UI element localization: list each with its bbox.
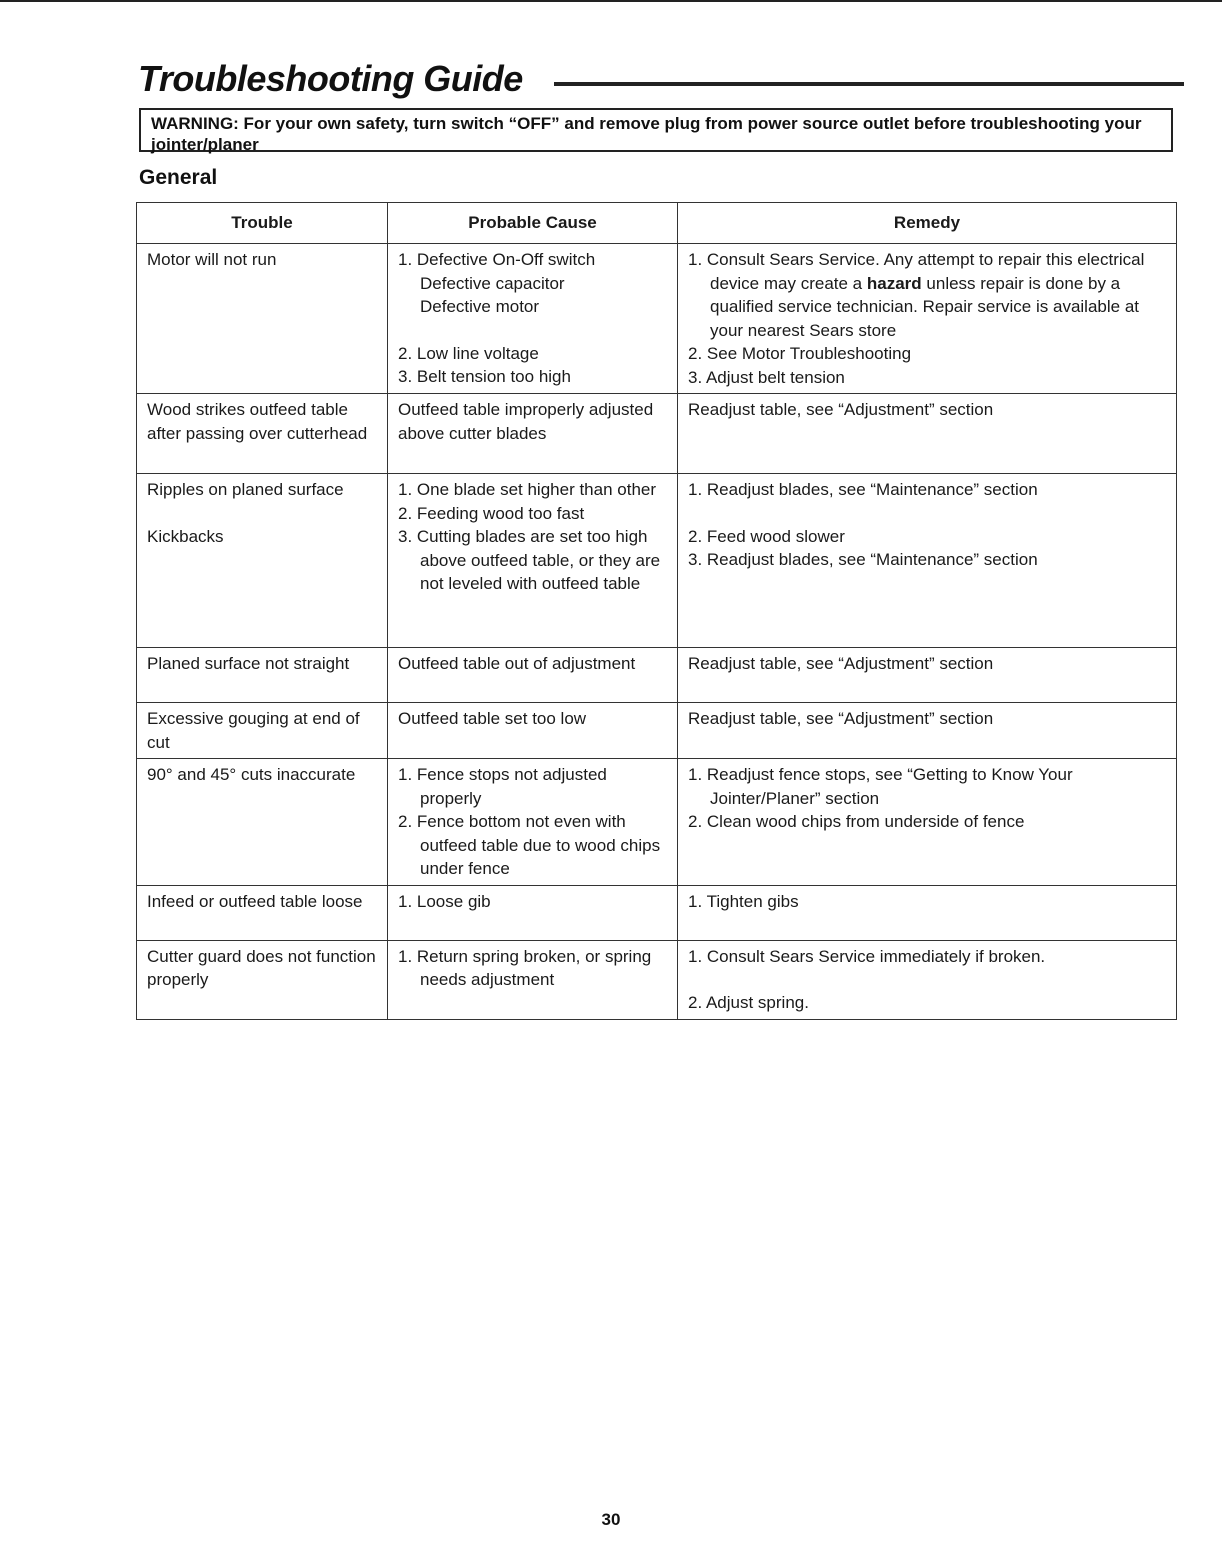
column-header-trouble: Trouble: [137, 203, 388, 244]
cause-item: 1. Defective On-Off switch: [398, 250, 596, 269]
cause-cell: [388, 759, 678, 886]
cause-item: Defective motor: [420, 297, 540, 316]
remedy-cell: [678, 474, 1177, 648]
trouble-cell: Excessive gouging at end of cut: [137, 703, 388, 759]
spacer: [147, 502, 377, 525]
table-row: [137, 940, 1177, 1019]
table-row: [137, 474, 1177, 648]
trouble-text: Kickbacks: [147, 526, 224, 546]
remedy-item: 2. Feed wood slower: [688, 526, 845, 546]
trouble-text: Ripples on planed surface: [147, 480, 344, 499]
table-row: [137, 394, 1177, 474]
trouble-text: Motor will not run: [147, 250, 277, 269]
top-rule: [0, 0, 1222, 2]
trouble-cell: [137, 474, 388, 648]
hazard-emphasis: hazard: [866, 273, 922, 293]
remedy-item: 2. See Motor Troubleshooting: [688, 344, 912, 363]
remedy-cell: Readjust table, see “Adjustment” section: [678, 703, 1177, 759]
table-header-row: [137, 203, 1177, 244]
trouble-cell: 90° and 45° cuts inaccurate: [137, 759, 388, 886]
cause-cell: Outfeed table out of adjustment: [388, 648, 678, 703]
remedy-cell: [678, 759, 1177, 886]
cause-item: 2. Fence bottom not even with outfeed table due to wood chips under fence: [398, 812, 661, 878]
remedy-item: 3. Readjust blades, see “Maintenance” section: [688, 550, 1038, 569]
remedy-cell: 1. Tighten gibs: [678, 885, 1177, 940]
cause-item: 1. Return spring broken, or spring needs adjustment: [398, 946, 652, 989]
cause-cell: [388, 474, 678, 648]
trouble-cell: Infeed or outfeed table loose: [137, 885, 388, 940]
trouble-cell: [137, 244, 388, 394]
cause-cell: Outfeed table set too low: [388, 703, 678, 759]
remedy-item: 1. Consult Sears Service immediately if broken.: [688, 946, 1046, 966]
trouble-cell: Cutter guard does not function properly: [137, 940, 388, 1019]
cause-cell: [388, 244, 678, 394]
remedy-item: [688, 248, 1166, 342]
cause-cell: [388, 940, 678, 1019]
remedy-item: 2. Adjust spring.: [688, 993, 809, 1012]
remedy-item: 1. Readjust fence stops, see “Getting to Know Your Jointer/Planer” section: [688, 765, 1073, 808]
trouble-cell: Planed surface not straight: [137, 648, 388, 703]
cause-item: 3. Belt tension too high: [398, 367, 571, 386]
cause-cell: Outfeed table improperly adjusted above cutter blades: [388, 394, 678, 474]
cause-cell: 1. Loose gib: [388, 885, 678, 940]
title-rule: [554, 82, 1184, 86]
title-row: [138, 58, 1184, 104]
trouble-cell: Wood strikes outfeed table after passing over cutterhead: [137, 394, 388, 474]
table-row: [137, 703, 1177, 759]
cause-item: 1. One blade set higher than other: [398, 480, 657, 499]
remedy-text: 1. Consult Sears Service. Any attempt to repair this electrical device may create a: [688, 250, 1145, 293]
remedy-cell: [678, 940, 1177, 1019]
page-number: 30: [601, 1510, 621, 1529]
cause-item: 2. Low line voltage: [398, 343, 539, 363]
remedy-item: 1. Readjust blades, see “Maintenance” section: [688, 480, 1038, 499]
table-row: [137, 759, 1177, 886]
remedy-cell: Readjust table, see “Adjustment” section: [678, 394, 1177, 474]
spacer: [398, 319, 667, 342]
remedy-cell: [678, 244, 1177, 394]
column-header-cause: Probable Cause: [388, 203, 678, 244]
troubleshooting-table: [136, 202, 1177, 1020]
cause-item: 1. Fence stops not adjusted properly: [398, 765, 607, 808]
section-title: General: [139, 166, 218, 189]
table-row: [137, 244, 1177, 394]
remedy-item: 2. Clean wood chips from underside of fence: [688, 812, 1025, 831]
cause-item: 3. Cutting blades are set too high above outfeed table, or they are not leveled with outfeed table: [398, 527, 661, 593]
warning-box: WARNING: For your own safety, turn switch “OFF” and remove plug from power source outlet before troubleshooting your jointer/planer: [139, 108, 1173, 152]
remedy-item: 3. Adjust belt tension: [688, 367, 845, 387]
spacer: [688, 502, 1166, 525]
remedy-text: unless repair is done by a qualified service technician. Repair service is available at your nearest Sears store: [710, 273, 1139, 340]
table-row: [137, 648, 1177, 703]
column-header-remedy: Remedy: [678, 203, 1177, 244]
table-row: [137, 885, 1177, 940]
cause-item: Defective capacitor: [420, 273, 565, 293]
page-title: Troubleshooting Guide: [138, 58, 523, 99]
remedy-cell: Readjust table, see “Adjustment” section: [678, 648, 1177, 703]
spacer: [688, 968, 1166, 991]
cause-item: 2. Feeding wood too fast: [398, 503, 585, 523]
